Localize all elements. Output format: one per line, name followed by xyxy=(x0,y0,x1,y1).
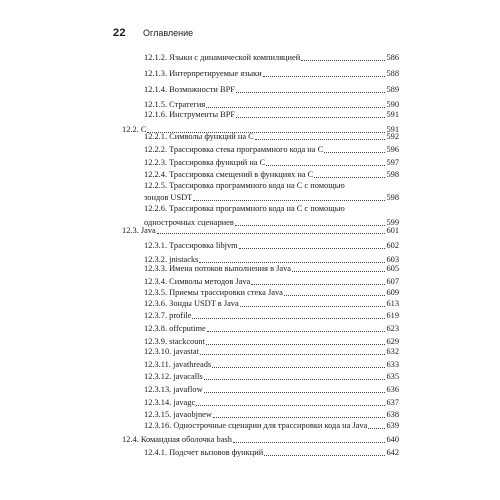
toc-subsection-entry[interactable] xyxy=(144,447,399,458)
toc-entry-label: 12.3.8. offcputime xyxy=(144,324,206,333)
dot-leader xyxy=(324,151,385,153)
toc-entry-label: 12.3.4. Символы методов Java xyxy=(144,277,251,286)
toc-entry-label: 12.3.2. jnistacks xyxy=(144,255,199,264)
toc-entry-page: 597 xyxy=(386,158,399,167)
toc-entry-page: 633 xyxy=(386,360,399,369)
toc-entry-page: 642 xyxy=(386,448,399,457)
toc-entry-page: 613 xyxy=(386,299,399,308)
toc-entry-label: 12.3.14. javagc xyxy=(144,398,196,407)
dot-leader xyxy=(204,391,386,393)
dot-leader xyxy=(236,116,385,118)
toc-entry-page: 640 xyxy=(386,435,399,444)
dot-leader xyxy=(266,164,385,166)
dot-leader xyxy=(206,106,385,108)
toc-entry-page: 603 xyxy=(386,255,399,264)
toc-entry-prefix: 12.2.5. Трассировка программного кода на C с помощью xyxy=(144,181,345,190)
dot-leader xyxy=(263,75,386,77)
dot-leader xyxy=(157,232,386,234)
dot-leader xyxy=(236,91,386,93)
toc-subsection-entry[interactable] xyxy=(144,131,399,142)
toc-entry-page: 602 xyxy=(386,241,399,250)
toc-entry-page: 589 xyxy=(386,85,399,94)
toc-entry-label: 12.3.9. stackcount xyxy=(144,337,205,346)
toc-subsection-entry[interactable] xyxy=(144,144,399,155)
toc-entry-label: зондов USDT xyxy=(144,193,193,202)
toc-entry-label: 12.2. C xyxy=(122,125,147,134)
toc-subsection-entry[interactable] xyxy=(144,240,399,251)
toc-entry-page: 586 xyxy=(386,53,399,62)
toc-entry-label: 12.3.3. Имена потоков выполнения в Java xyxy=(144,264,292,273)
toc-entry-label: 12.3.13. javaflow xyxy=(144,385,203,394)
toc-entry-page: 632 xyxy=(386,347,399,356)
toc-entry-page: 588 xyxy=(386,69,399,78)
toc-entry-label: 12.3.10. javastat xyxy=(144,347,199,356)
dot-leader xyxy=(196,404,385,406)
toc-entry-page: 638 xyxy=(386,410,399,419)
toc-subsection-entry[interactable] xyxy=(144,346,399,357)
dot-leader xyxy=(200,353,386,355)
dot-leader xyxy=(212,366,385,368)
toc-entry-label: 12.1.4. Возможности BPF xyxy=(144,85,235,94)
toc-entry-label: 12.4.1. Подсчет вызовов функций xyxy=(144,448,264,457)
dot-leader xyxy=(206,343,385,345)
toc-entry-label: 12.3.6. Зонды USDT в Java xyxy=(144,299,239,308)
toc-entry-page: 637 xyxy=(386,398,399,407)
dot-leader xyxy=(193,199,385,201)
dot-leader xyxy=(207,330,386,332)
toc-entry-page: 639 xyxy=(386,421,399,430)
toc-entry-page: 592 xyxy=(386,132,399,141)
dot-leader xyxy=(251,283,385,285)
toc-entry-label: 12.3.15. javaobjnew xyxy=(144,410,212,419)
toc-entry-page: 636 xyxy=(386,385,399,394)
toc-entry-label: 12.1.2. Языки с динамической компиляцией xyxy=(144,53,301,62)
toc-subsection-entry[interactable] xyxy=(144,371,399,382)
toc-entry-label: 12.1.5. Стратегия xyxy=(144,100,206,109)
toc-subsection-entry[interactable] xyxy=(144,68,399,79)
toc-entry-page: 598 xyxy=(386,193,399,202)
toc-subsection-entry[interactable] xyxy=(144,323,399,334)
toc-entry-label: 12.2.4. Трассировка смещений в функциях на C xyxy=(144,170,314,179)
toc-entry-page: 591 xyxy=(386,125,399,134)
toc-subsection-entry[interactable] xyxy=(144,84,399,95)
toc-entry-label: 12.3.1. Трассировка libjvm xyxy=(144,241,238,250)
dot-leader xyxy=(192,317,385,319)
toc-entry-label: 12.3.7. profile xyxy=(144,311,192,320)
toc-entry-label: 12.2.1. Символы функций на C xyxy=(144,132,254,141)
toc-entry-label: 12.4. Командная оболочка bash xyxy=(122,435,232,444)
running-head xyxy=(113,26,193,40)
dot-leader xyxy=(264,454,385,456)
toc-entry-page: 635 xyxy=(386,372,399,381)
running-head-title: Оглавление xyxy=(143,28,194,38)
toc-entry-prefix: 12.2.6. Трассировка программного кода на C с помощью xyxy=(144,204,345,213)
toc-entry-page: 596 xyxy=(386,145,399,154)
dot-leader xyxy=(301,59,385,61)
toc-entry-page: 607 xyxy=(386,277,399,286)
toc-entry-page: 599 xyxy=(386,218,399,227)
toc-entry-label: 12.1.6. Инструменты BPF xyxy=(144,110,236,119)
dot-leader xyxy=(284,294,386,296)
dot-leader xyxy=(368,427,385,429)
toc-entry-page: 601 xyxy=(386,226,399,235)
dot-leader xyxy=(292,270,385,272)
dot-leader xyxy=(239,247,386,249)
toc-entry-label: 12.1.3. Интерпретируемые языки xyxy=(144,69,262,78)
toc-subsection-entry[interactable] xyxy=(144,169,399,180)
toc-entry-label: 12.2.3. Трассировка функций на C xyxy=(144,158,266,167)
toc-entry-label: однострочных сценариев xyxy=(144,218,234,227)
toc-section-entry[interactable] xyxy=(122,225,399,236)
toc-subsection-entry[interactable] xyxy=(144,310,399,321)
toc-entry-page: 619 xyxy=(386,311,399,320)
toc-subsection-entry[interactable] xyxy=(144,52,399,63)
toc-entry-label: 12.2.2. Трассировка стека программного кода на C xyxy=(144,145,324,154)
toc-subsection-entry[interactable] xyxy=(144,409,399,420)
toc-subsection-entry[interactable] xyxy=(144,298,399,309)
dot-leader xyxy=(314,176,385,178)
toc-subsection-entry[interactable] xyxy=(144,384,399,395)
toc-subsection-entry[interactable] xyxy=(144,359,399,370)
toc-entry-page: 591 xyxy=(386,110,399,119)
toc-entry-label: 12.3.11. javathreads xyxy=(144,360,212,369)
toc-entry-label: 12.3.16. Однострочные сценарии для трассировки кода на Java xyxy=(144,421,368,430)
toc-subsection-entry[interactable] xyxy=(144,109,399,120)
toc-entry-page: 590 xyxy=(386,100,399,109)
toc-entry-page: 598 xyxy=(386,170,399,179)
dot-leader xyxy=(213,416,386,418)
toc-subsection-entry[interactable] xyxy=(144,420,399,431)
toc-subsection-entry[interactable] xyxy=(144,397,399,408)
toc-subsection-entry[interactable] xyxy=(144,276,399,287)
dot-leader xyxy=(255,138,386,140)
toc-entry-label: 12.3.5. Приемы трассировки стека Java xyxy=(144,288,283,297)
toc-entry-page: 609 xyxy=(386,288,399,297)
page-number: 22 xyxy=(113,27,126,39)
toc-subsection-entry[interactable] xyxy=(144,287,399,298)
dot-leader xyxy=(240,305,386,307)
toc-entry-page: 629 xyxy=(386,337,399,346)
toc-entry-label: 12.3.12. javacalls xyxy=(144,372,203,381)
toc-entry-page: 605 xyxy=(386,264,399,273)
dot-leader xyxy=(233,441,386,443)
dot-leader xyxy=(204,378,386,380)
toc-subsection-entry[interactable] xyxy=(144,192,399,203)
toc-section-entry[interactable] xyxy=(122,434,399,445)
toc-entry-page: 623 xyxy=(386,324,399,333)
toc-subsection-entry[interactable] xyxy=(144,263,399,274)
toc-entry-label: 12.3. Java xyxy=(122,226,156,235)
toc-subsection-entry[interactable] xyxy=(144,157,399,168)
